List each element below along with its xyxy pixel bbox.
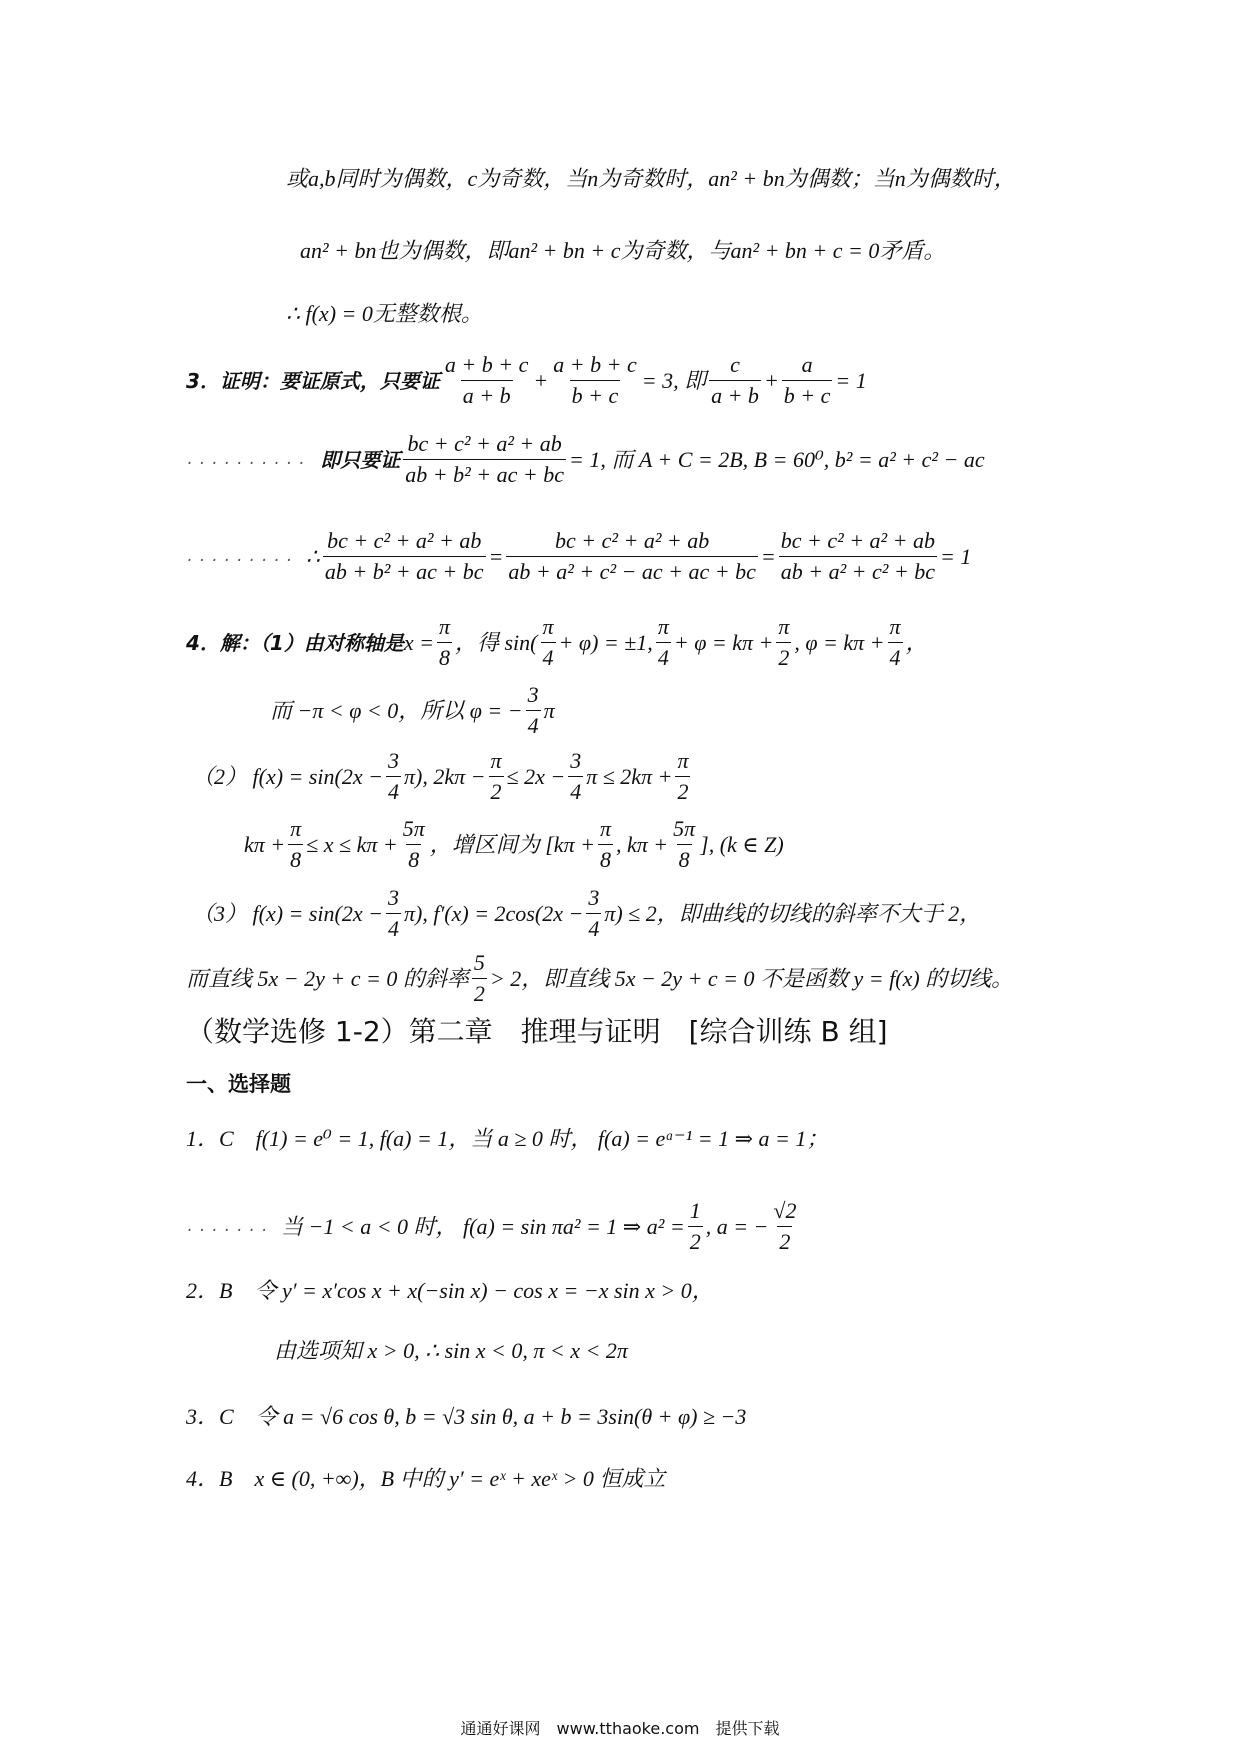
numerator: π [542, 614, 554, 639]
answer-text: 3．C 令 a = √6 cos θ, b = √3 sin θ, a + b = 3sin(θ + φ) ≥ −3 [186, 1404, 747, 1429]
problem-3-line-3 [186, 530, 971, 583]
denominator: 4 [656, 642, 671, 669]
answer-text: 4．B x ∈ (0, +∞)，B 中的 y′ = eˣ + xeˣ > 0 恒成立 [186, 1466, 666, 1491]
numerator: bc + c² + a² + ab [555, 528, 710, 553]
equation-text: = 1 [940, 543, 972, 569]
fraction [386, 887, 401, 940]
denominator: b + c [782, 380, 833, 407]
fraction [671, 818, 697, 871]
problem-4-label: 4．解：（1）由对称轴是 [186, 630, 404, 655]
fraction [656, 616, 671, 669]
denominator: 8 [437, 642, 452, 669]
math-text: kπ + [244, 831, 286, 857]
numerator: a [801, 352, 813, 377]
numerator: π [778, 614, 790, 639]
problem-4-part-2-line-2 [244, 818, 784, 871]
answer-2-line-2 [274, 1340, 628, 1362]
answer-3 [186, 1406, 746, 1428]
denominator: 4 [888, 642, 903, 669]
fraction [675, 750, 690, 803]
problem-4-part-2-line-1 [192, 750, 693, 803]
denominator: 4 [526, 710, 541, 737]
line-text: an² + bn也为偶数，即an² + bn + c为奇数，与an² + bn + c = 0矛盾。 [300, 238, 946, 263]
fraction [437, 616, 452, 669]
denominator: 8 [677, 844, 692, 871]
numerator: 5π [673, 816, 696, 841]
fraction [386, 750, 401, 803]
fraction [598, 818, 613, 871]
math-text: ≤ 2x − [506, 763, 566, 789]
therefore-symbol: ∴ [305, 543, 320, 569]
numerator: π [657, 614, 669, 639]
denominator: 2 [688, 1226, 703, 1253]
denominator: 2 [675, 776, 690, 803]
math-text: > 2，即直线 5x − 2y + c = 0 不是函数 y = f(x) 的切线。 [489, 965, 1014, 991]
leader-dots: .......... [186, 451, 311, 468]
denominator: a + b [709, 380, 761, 407]
fraction [782, 354, 833, 407]
problem-4-line-2 [270, 684, 555, 737]
math-text: , φ = kπ + [794, 629, 885, 655]
denominator: ab + b² + ac + bc [403, 459, 566, 486]
numerator: π [599, 816, 611, 841]
numerator: c [730, 352, 740, 377]
denominator: 8 [288, 844, 303, 871]
equals-sign: = [488, 543, 504, 569]
problem-3-line-2 [186, 433, 985, 486]
denominator: 8 [406, 844, 421, 871]
page-footer: 通通好课网 www.tthaoke.com 提供下载 [460, 1719, 780, 1738]
numerator: a + b + c [444, 352, 529, 377]
numerator: π [889, 614, 901, 639]
fraction [488, 750, 503, 803]
line-text: 或a,b同时为偶数，c为奇数，当n为奇数时，an² + bn为偶数；当n为偶数时， [286, 166, 1016, 191]
denominator: ab + a² + c² − ac + ac + bc [506, 556, 757, 583]
numerator: bc + c² + a² + ab [780, 528, 935, 553]
fraction [551, 354, 638, 407]
numerator: 3 [527, 682, 539, 707]
math-text: ≤ x ≤ kπ + [306, 831, 398, 857]
numerator: 5π [402, 816, 425, 841]
fraction [323, 530, 486, 583]
numerator: 3 [388, 885, 399, 910]
fraction [779, 530, 937, 583]
math-text: （3） f(x) = sin(2x − [192, 900, 383, 926]
fraction [688, 1200, 703, 1253]
numerator: π [490, 748, 502, 773]
section-title-text: （数学选修 1-2）第二章 推理与证明 [综合训练 B 组] [186, 1015, 888, 1048]
denominator: 4 [386, 913, 401, 940]
numerator: 3 [588, 885, 600, 910]
fraction [586, 887, 601, 940]
math-text: π ≤ 2kπ + [586, 763, 673, 789]
denominator: 4 [568, 776, 583, 803]
numerator: √2 [773, 1198, 797, 1223]
problem-4-line-1 [186, 616, 928, 669]
numerator: bc + c² + a² + ab [407, 431, 562, 456]
sub-title [186, 1074, 291, 1095]
math-text: , kπ + [615, 831, 669, 857]
fraction [709, 354, 761, 407]
denominator: a + b [461, 380, 513, 407]
numerator: π [290, 816, 302, 841]
denominator: 2 [489, 776, 504, 803]
answer-text: 当 −1 < a < 0 时， f(a) = sin πa² = 1 ⇒ a² = [281, 1213, 685, 1239]
math-text: + φ) = ±1, [558, 629, 653, 655]
denominator: 2 [472, 978, 487, 1005]
answer-text: 2．B 令 y′ = x′cos x + x(−sin x) − cos x = −x sin x > 0， [186, 1278, 714, 1303]
math-text: π [543, 697, 555, 723]
problem-4-part-3-line-1 [192, 887, 981, 940]
equals-sign: = [760, 543, 776, 569]
numerator: a + b + c [553, 352, 637, 377]
line-parity-2 [300, 240, 945, 262]
denominator: 2 [776, 642, 791, 669]
fraction [288, 818, 303, 871]
fraction [403, 433, 566, 486]
math-text: ，得 sin( [455, 629, 538, 655]
denominator: 8 [598, 844, 613, 871]
problem-4-part-3-line-2 [186, 952, 1013, 1005]
numerator: 3 [388, 748, 399, 773]
fraction [568, 750, 583, 803]
math-text: π), 2kπ − [404, 763, 486, 789]
numerator: 5 [473, 950, 485, 975]
fraction [771, 1200, 798, 1253]
sub-title-text: 一、选择题 [186, 1072, 291, 1096]
denominator: ab + b² + ac + bc [323, 556, 486, 583]
math-text: π), f′(x) = 2cos(2x − [404, 900, 584, 926]
fraction [401, 818, 427, 871]
problem-3-label: 3．证明：要证原式，只要证 [186, 368, 440, 393]
numerator: 3 [570, 748, 582, 773]
numerator: π [677, 748, 689, 773]
fraction [506, 530, 757, 583]
text: 即只要证 [320, 447, 401, 472]
equation-text: = 3, 即 [641, 367, 707, 393]
math-text: ， [905, 629, 928, 655]
leader-dots: ......... [186, 548, 298, 565]
answer-text: 由选项知 x > 0, ∴ sin x < 0, π < x < 2π [274, 1338, 628, 1363]
fraction [526, 684, 541, 737]
section-title [186, 1015, 888, 1048]
math-text: 而 −π < φ < 0，所以 φ = − [270, 697, 523, 723]
answer-2-line-1 [186, 1280, 714, 1302]
denominator: 4 [586, 913, 601, 940]
numerator: bc + c² + a² + ab [327, 528, 482, 553]
denominator: ab + a² + c² + bc [779, 556, 937, 583]
math-text: ], (k ∈ Z) [700, 831, 784, 857]
answer-text: 1．C f(1) = e⁰ = 1, f(a) = 1，当 a ≥ 0 时， f(a) = eᵃ⁻¹ = 1 ⇒ a = 1； [186, 1126, 829, 1151]
math-text: + φ = kπ + [673, 629, 774, 655]
fraction [472, 952, 487, 1005]
numerator: 1 [689, 1198, 701, 1223]
answer-4 [186, 1468, 665, 1490]
leader-dots: ....... [186, 1218, 274, 1235]
fraction [888, 616, 903, 669]
line-conclusion [286, 303, 483, 325]
line-text: ∴ f(x) = 0无整数根。 [286, 301, 483, 326]
plus-sign: + [763, 367, 779, 393]
denominator: 4 [541, 642, 556, 669]
fraction [776, 616, 791, 669]
denominator: 2 [777, 1226, 792, 1253]
equation-text: = 1 [835, 367, 867, 393]
equation-text: = 1, 而 A + C = 2B, B = 60⁰, b² = a² + c² − ac [568, 446, 985, 472]
math-text: x = [403, 629, 434, 655]
math-text: ，增区间为 [kπ + [429, 831, 595, 857]
fraction [541, 616, 556, 669]
math-text: 而直线 5x − 2y + c = 0 的斜率 [186, 965, 469, 991]
line-parity-1 [286, 168, 1016, 190]
answer-1-line-2 [186, 1200, 801, 1253]
answer-1-line-1 [186, 1128, 828, 1150]
fraction [443, 354, 530, 407]
math-text: π) ≤ 2，即曲线的切线的斜率不大于 2， [604, 900, 982, 926]
plus-sign: + [533, 367, 549, 393]
denominator: b + c [570, 380, 621, 407]
problem-3-line-1 [186, 354, 867, 407]
denominator: 4 [386, 776, 401, 803]
answer-text: , a = − [705, 1213, 769, 1239]
numerator: π [438, 614, 450, 639]
math-text: （2） f(x) = sin(2x − [192, 763, 383, 789]
